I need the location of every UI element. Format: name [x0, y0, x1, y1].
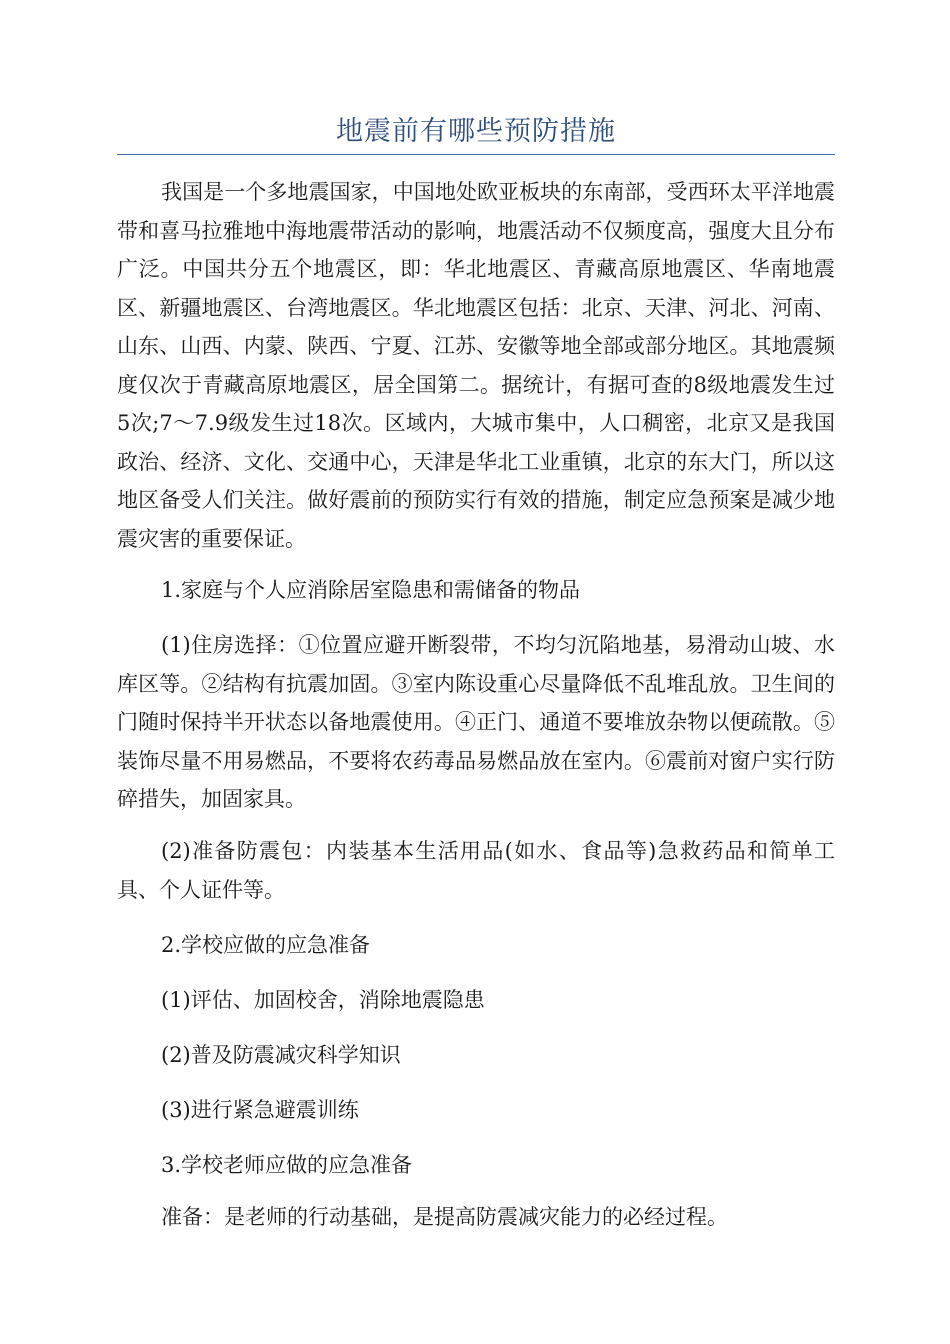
- document-title: 地震前有哪些预防措施: [336, 116, 616, 147]
- list-item-drill-training: (3)进行紧急避震训练: [161, 1098, 359, 1122]
- list-item-popularize-knowledge: (2)普及防震减灾科学知识: [161, 1043, 401, 1067]
- paragraph-housing-choice: (1)住房选择：①位置应避开断裂带，不均匀沉陷地基，易滑动山坡、水库区等。②结构有抗震加固。③室内陈设重心尽量降低不乱堆乱放。卫生间的门随时保持半开状态以备地震使用。④正门、通道不要堆放杂物以便疏散。⑤装饰尽量不用易燃品，不要将农药毒品易燃品放在室内。⑥震前对窗户实行防碎措失，加固家具。: [117, 633, 835, 811]
- section-heading-teachers: 3.学校老师应做的应急准备: [161, 1153, 413, 1177]
- list-item-assess-buildings: (1)评估、加固校舍，消除地震隐患: [161, 988, 485, 1012]
- section-heading-family: 1.家庭与个人应消除居室隐患和需储备的物品: [161, 578, 581, 602]
- paragraph-preparation: 准备：是老师的行动基础，是提高防震减灾能力的必经过程。: [161, 1205, 728, 1229]
- paragraph-emergency-kit: (2)准备防震包：内装基本生活用品(如水、食品等)急救药品和简单工具、个人证件等。: [117, 839, 835, 902]
- paragraph-intro: 我国是一个多地震国家，中国地处欧亚板块的东南部，受西环太平洋地震带和喜马拉雅地中海地震带活动的影响，地震活动不仅频度高，强度大且分布广泛。中国共分五个地震区，即：华北地震区、青藏高原地震区、华南地震区、新疆地震区、台湾地震区。华北地震区包括：北京、天津、河北、河南、山东、山西、内蒙、陕西、宁夏、江苏、安徽等地全部或部分地区。其地震频度仅次于青藏高原地震区，居全国第二。据统计，有据可查的8级地震发生过5次;7～7.9级发生过18次。区域内，大城市集中，人口稠密，北京又是我国政治、经济、文化、交通中心，天津是华北工业重镇，北京的东大门，所以这地区备受人们关注。做好震前的预防实行有效的措施，制定应急预案是减少地震灾害的重要保证。: [117, 180, 835, 551]
- section-heading-school: 2.学校应做的应急准备: [161, 933, 371, 957]
- title-underline: [117, 154, 835, 155]
